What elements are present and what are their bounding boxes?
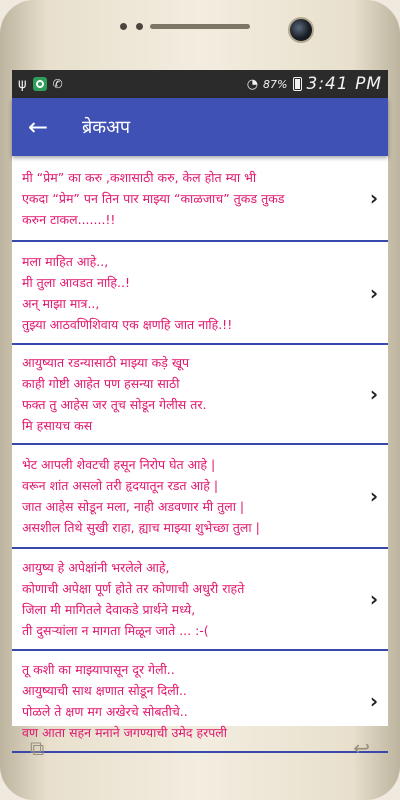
quote-text: आयुष्यात रडन्यासाठी माझ्या कड़े खूप काही गोष्टी आहेत पण हसन्या साठी फक्त तु आहेस जर तूच सोडून गेलीस तर. मि हसायच कस <box>22 355 207 433</box>
arrow-left-icon: ← <box>27 113 49 141</box>
battery-percentage: 87% <box>263 77 288 91</box>
missed-call-icon: ✆ <box>52 77 63 91</box>
hardware-nav-bar <box>12 726 388 770</box>
chevron-right-icon: › <box>369 587 379 611</box>
list-item[interactable] <box>12 345 388 445</box>
page-title: ब्रेकअप <box>82 117 131 138</box>
back-button[interactable] <box>12 98 64 156</box>
list-item[interactable] <box>12 549 388 651</box>
chevron-right-icon: › <box>369 689 379 713</box>
list-item[interactable] <box>12 242 388 345</box>
quote-text: तू कशी का माझ्यापासून दूर गेली.. आयुष्याची साथ क्षणात सोडून दिली.. पोळले ते क्षण मग अखेरचे सोबतीचे.. वण आता सहन मनाने जगण्याची उमेद हरपली <box>22 662 228 740</box>
chevron-right-icon: › <box>369 484 379 508</box>
app-notification-icon <box>33 77 47 91</box>
list-item[interactable] <box>12 156 388 242</box>
usb-icon: ψ <box>18 76 27 92</box>
earpiece-speaker <box>150 24 250 29</box>
back-nav-icon[interactable]: ↩ <box>353 736 370 760</box>
chevron-right-icon: › <box>369 186 379 210</box>
front-camera <box>288 17 314 43</box>
quote-text: भेट आपली शेवटची हसून निरोप घेत आहे | वरून शांत असलो तरी हृदयातून रडत आहे | जात आहेस सोडून मला, नाही अडवणार मी तुला | असशील तिथे सुखी राहा, ह्याच माझ्या शुभेच्छा तुला | <box>22 457 260 535</box>
clock: 3:41 PM <box>306 74 382 94</box>
light-sensor <box>136 23 143 30</box>
status-bar <box>12 70 388 98</box>
quote-text: मी “प्रेम” का करु ,कशासाठी करु, केल होत म्या भी एकदा “प्रेम” पन तिन पार माझ्या “काळजाच” तुकड तुकड करुन टाकल.......!! <box>22 169 285 227</box>
battery-icon <box>293 77 302 91</box>
wifi-icon: ◔ <box>246 76 259 92</box>
app-bar <box>12 98 388 156</box>
chevron-right-icon: › <box>369 280 379 305</box>
screen <box>12 70 388 740</box>
quote-list <box>12 156 388 753</box>
recent-apps-icon[interactable]: ⧉ <box>30 736 45 760</box>
quote-text: आयुष्य हे अपेक्षांनी भरलेले आहे, कोणाची अपेक्षा पूर्ण होते तर कोणाची अधुरी राहते जिला मी मागितले देवाकडे प्रार्थने मध्ये, ती दुसऱ्यांला न मागता मिळून जाते ... :-( <box>22 560 245 638</box>
proximity-sensor <box>120 23 127 30</box>
quote-text: मला माहित आहे.., मी तुला आवडत नाहि..! अन् माझा मात्र.., तुझ्या आठवणिशिवाय एक क्षणहि जात नाहि.!! <box>22 253 233 332</box>
chevron-right-icon: › <box>369 382 379 406</box>
list-item[interactable] <box>12 445 388 549</box>
